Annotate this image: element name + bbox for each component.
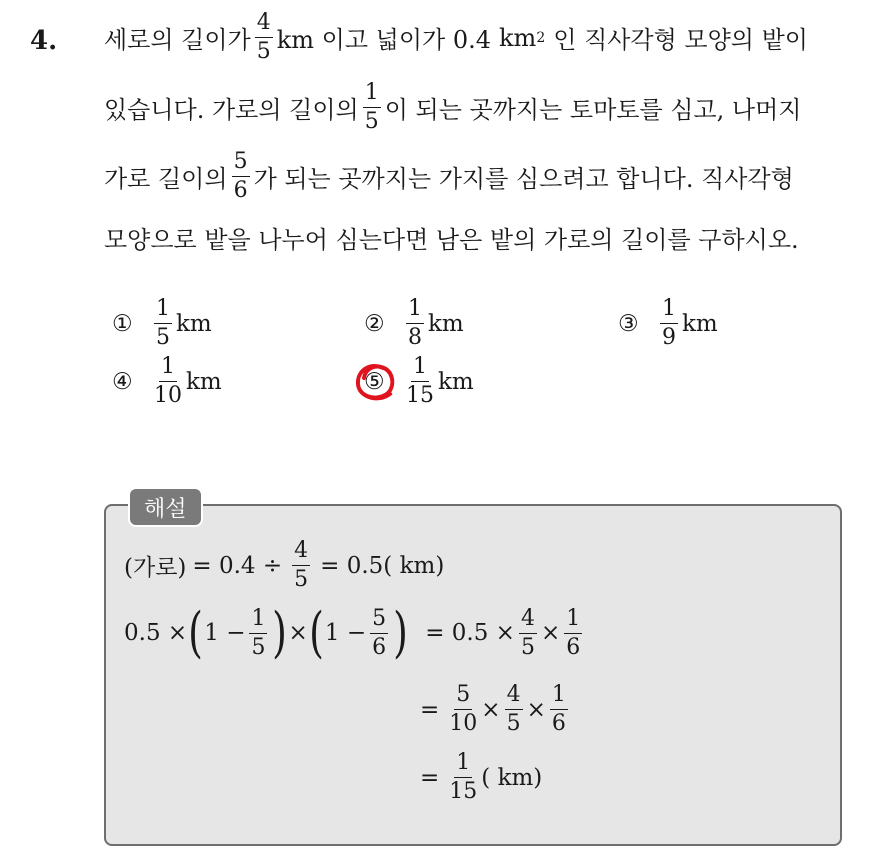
fraction: $\frac{1}{5}$ [364, 80, 379, 134]
question-number: 4. [30, 26, 58, 56]
choice-4[interactable]: ④ $\frac{1}{10}$ km [112, 354, 222, 408]
question-line-2: 있습니다. 가로의 길이의 $\frac{1}{5}$ 이 되는 곳까지는 토마토를 심고, 나머지 [104, 80, 802, 134]
fraction: $\frac{4}{5}$ [256, 10, 271, 64]
answer-circle-mark [353, 362, 397, 404]
solution-line-1: (가로) = 0.4 ÷ $\frac{4}{5}$ = 0.5( km) [124, 538, 445, 592]
question-line-3: 가로 길이의 $\frac{5}{6}$ 가 되는 곳까지는 가지를 심으려고 합니다. 직사각형 [104, 149, 794, 203]
question-line-1: 세로의 길이가 $\frac{4}{5}$ km 이고 넓이가 0.4 km 2 인 직사각형 모양의 밭이 [104, 10, 808, 64]
solution-tag: 해설 [128, 487, 203, 527]
solution-line-4: = $\frac{1}{15}$ ( km) [420, 750, 543, 804]
fraction: $\frac{5}{6}$ [233, 149, 248, 203]
choice-3[interactable]: ③ $\frac{1}{9}$ km [618, 296, 718, 350]
solution-line-3: = $\frac{5}{10}$ × $\frac{4}{5}$ × $\frac{1}{6}$ [420, 682, 566, 736]
choice-2[interactable]: ② $\frac{1}{8}$ km [364, 296, 464, 350]
question-line-4: 모양으로 밭을 나누어 심는다면 남은 밭의 가로의 길이를 구하시오. [104, 226, 799, 254]
choice-5[interactable]: ⑤ $\frac{1}{15}$ km [364, 354, 474, 408]
solution-line-2: 0.5 × ( 1 − $\frac{1}{5}$ ) × ( 1 − $\frac{5}{6}$ ) = 0.5 × $\frac{4}{5}$ × $\frac{1}{6}$ [124, 601, 581, 664]
choice-1[interactable]: ① $\frac{1}{5}$ km [112, 296, 212, 350]
